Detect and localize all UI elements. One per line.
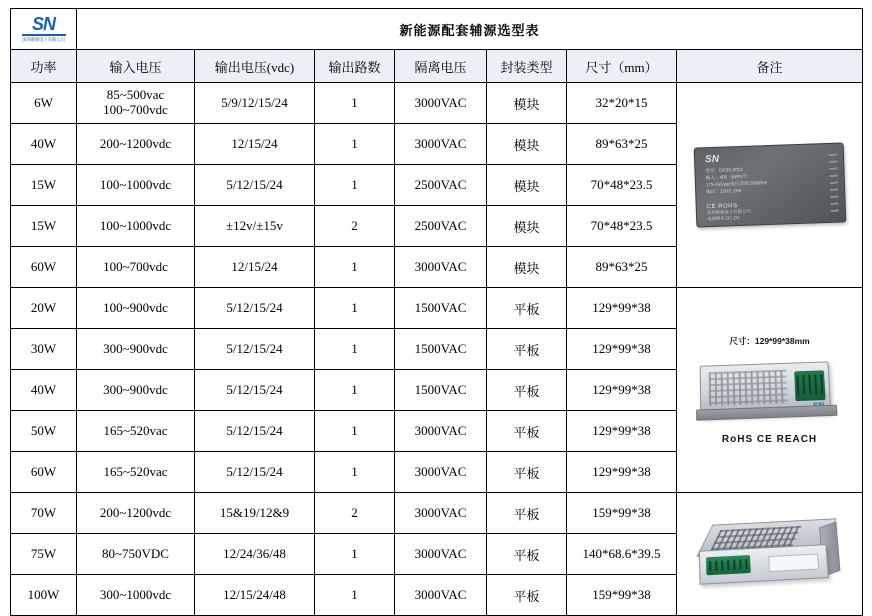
cell-output-voltage: 12/15/24: [195, 124, 315, 165]
cell-output-channels: 2: [315, 206, 395, 247]
cell-output-voltage: 5/12/15/24: [195, 165, 315, 206]
cell-size: 129*99*38: [567, 452, 677, 493]
cell-input-voltage: 165~520vac: [77, 452, 195, 493]
cell-package-type: 平板: [487, 575, 567, 616]
cell-input-voltage: 100~1000vdc: [77, 206, 195, 247]
title-row: [11, 9, 863, 50]
cell-output-channels: 1: [315, 452, 395, 493]
table-row: [11, 83, 863, 124]
cell-isolation-voltage: 3000VAC: [395, 83, 487, 124]
table-row: [11, 493, 863, 534]
table-row: [11, 288, 863, 329]
cell-isolation-voltage: 3000VAC: [395, 493, 487, 534]
cell-package-type: 模块: [487, 247, 567, 288]
cell-output-voltage: 5/12/15/24: [195, 452, 315, 493]
cell-output-channels: 2: [315, 493, 395, 534]
cell-size: 159*99*38: [567, 575, 677, 616]
company-logo: [11, 9, 77, 50]
flat-image-cert-marks: RoHS CE REACH: [721, 434, 818, 445]
cell-package-type: 平板: [487, 534, 567, 575]
remark-case-photo: [677, 493, 863, 616]
cell-power: 40W: [11, 124, 77, 165]
cell-package-type: 模块: [487, 165, 567, 206]
cell-power: 40W: [11, 370, 77, 411]
cell-output-channels: 1: [315, 165, 395, 206]
cell-power: 75W: [11, 534, 77, 575]
cell-size: 129*99*38: [567, 411, 677, 452]
cell-output-voltage: 5/12/15/24: [195, 411, 315, 452]
cell-isolation-voltage: 1500VAC: [395, 370, 487, 411]
cell-isolation-voltage: 1500VAC: [395, 288, 487, 329]
spec-table: [10, 8, 863, 616]
flat-image-vents: [708, 370, 787, 406]
cell-input-voltage: 100~900vdc: [77, 288, 195, 329]
cell-package-type: 平板: [487, 370, 567, 411]
cell-size: 89*63*25: [567, 124, 677, 165]
cell-power: 6W: [11, 83, 77, 124]
logo-underline-decoration: [22, 34, 66, 36]
cell-output-channels: 1: [315, 247, 395, 288]
cell-output-voltage: 12/24/36/48: [195, 534, 315, 575]
cell-input-voltage: 100~700vdc: [77, 247, 195, 288]
cell-isolation-voltage: 3000VAC: [395, 124, 487, 165]
cell-isolation-voltage: 3000VAC: [395, 575, 487, 616]
case-image-label: [768, 553, 819, 572]
cell-isolation-voltage: 3000VAC: [395, 452, 487, 493]
cell-input-voltage: 165~520vac: [77, 411, 195, 452]
cell-package-type: 模块: [487, 124, 567, 165]
flat-product-image: [693, 351, 848, 430]
cell-isolation-voltage: 3000VAC: [395, 247, 487, 288]
header-isolation-voltage: 隔离电压: [395, 50, 487, 83]
module-image-footer-text: 深圳赛耐电子有限公司 电源模块 DC-DC: [706, 208, 751, 222]
cell-size: 32*20*15: [567, 83, 677, 124]
cell-package-type: 模块: [487, 206, 567, 247]
cell-output-channels: 1: [315, 411, 395, 452]
cell-power: 60W: [11, 452, 77, 493]
logo-mark: SN: [31, 14, 55, 35]
cell-package-type: 平板: [487, 329, 567, 370]
page-title: 新能源配套辅源选型表: [77, 9, 863, 50]
cell-output-voltage: 12/15/24/48: [195, 575, 315, 616]
cell-power: 15W: [11, 165, 77, 206]
module-product-image: [693, 142, 846, 227]
cell-package-type: 平板: [487, 493, 567, 534]
cell-power: 50W: [11, 411, 77, 452]
cell-power: 70W: [11, 493, 77, 534]
table-header-row: [11, 50, 863, 83]
cell-input-voltage-line2: 100~700vdc: [103, 102, 168, 117]
cell-input-voltage-line1: 85~500vac: [106, 87, 165, 103]
cell-package-type: 平板: [487, 452, 567, 493]
cell-isolation-voltage: 2500VAC: [395, 206, 487, 247]
cell-power: 20W: [11, 288, 77, 329]
cell-output-voltage: 5/12/15/24: [195, 288, 315, 329]
cell-isolation-voltage: 3000VAC: [395, 411, 487, 452]
header-remark: 备注: [677, 50, 863, 83]
cell-input-voltage: 100~1000vdc: [77, 165, 195, 206]
cell-size: 129*99*38: [567, 329, 677, 370]
cell-size: 70*48*23.5: [567, 165, 677, 206]
cell-input-voltage: 300~900vdc: [77, 370, 195, 411]
header-power: 功率: [11, 50, 77, 83]
cell-package-type: 平板: [487, 411, 567, 452]
cell-output-channels: 1: [315, 370, 395, 411]
header-input-voltage: 输入电压: [77, 50, 195, 83]
remark-module-photo: [677, 83, 863, 288]
cell-input-voltage: 200~1200vdc: [77, 124, 195, 165]
module-image-logo: SN: [704, 153, 719, 166]
header-output-channels: 输出路数: [315, 50, 395, 83]
cell-output-voltage: 15&19/12&9: [195, 493, 315, 534]
cell-output-channels: 1: [315, 329, 395, 370]
header-output-voltage: 输出电压(vdc): [195, 50, 315, 83]
cell-package-type: 平板: [487, 288, 567, 329]
cell-output-voltage: 5/12/15/24: [195, 329, 315, 370]
cell-size: 89*63*25: [567, 247, 677, 288]
flat-image-dimension-label: 尺寸：129*99*38mm: [729, 336, 810, 346]
cell-input-voltage: 200~1200vdc: [77, 493, 195, 534]
module-image-model-text: 型号：DFS5-2012 输入：400（INPUT） 175-455Vac电压范围 50/60Hz 输出：12V/1.25A: [704, 166, 767, 194]
module-image-pins: [828, 154, 838, 212]
cell-output-channels: 1: [315, 534, 395, 575]
cell-isolation-voltage: 3000VAC: [395, 534, 487, 575]
cell-input-voltage: 300~1000vdc: [77, 575, 195, 616]
cell-output-voltage: 5/9/12/15/24: [195, 83, 315, 124]
cell-size: 129*99*38: [567, 370, 677, 411]
module-image-cert-marks: CE ROHS: [706, 203, 738, 211]
remark-flat-photo: [677, 288, 863, 493]
cell-package-type: 模块: [487, 83, 567, 124]
cased-product-image: [690, 514, 852, 595]
logo-subtitle: 深圳赛耐电子有限公司: [22, 37, 65, 43]
cell-output-channels: 1: [315, 83, 395, 124]
cell-output-voltage: 5/12/15/24: [195, 370, 315, 411]
flat-image-terminal-block: [794, 370, 825, 401]
cell-output-channels: 1: [315, 124, 395, 165]
cell-output-voltage: 12/15/24: [195, 247, 315, 288]
header-size: 尺寸（mm）: [567, 50, 677, 83]
cell-output-voltage: ±12v/±15v: [195, 206, 315, 247]
cell-power: 100W: [11, 575, 77, 616]
cell-output-channels: 1: [315, 288, 395, 329]
cell-output-channels: 1: [315, 575, 395, 616]
cell-isolation-voltage: 2500VAC: [395, 165, 487, 206]
cell-size: 159*99*38: [567, 493, 677, 534]
cell-input-voltage: 300~900vdc: [77, 329, 195, 370]
header-package-type: 封装类型: [487, 50, 567, 83]
case-image-front-panel: [698, 544, 828, 585]
cell-size: 140*68.6*39.5: [567, 534, 677, 575]
cell-power: 30W: [11, 329, 77, 370]
cell-size: 129*99*38: [567, 288, 677, 329]
cell-isolation-voltage: 1500VAC: [395, 329, 487, 370]
cell-power: 60W: [11, 247, 77, 288]
cell-power: 15W: [11, 206, 77, 247]
case-image-terminal-block: [706, 555, 751, 575]
cell-size: 70*48*23.5: [567, 206, 677, 247]
cell-input-voltage: [77, 83, 195, 124]
cell-input-voltage: 80~750VDC: [77, 534, 195, 575]
